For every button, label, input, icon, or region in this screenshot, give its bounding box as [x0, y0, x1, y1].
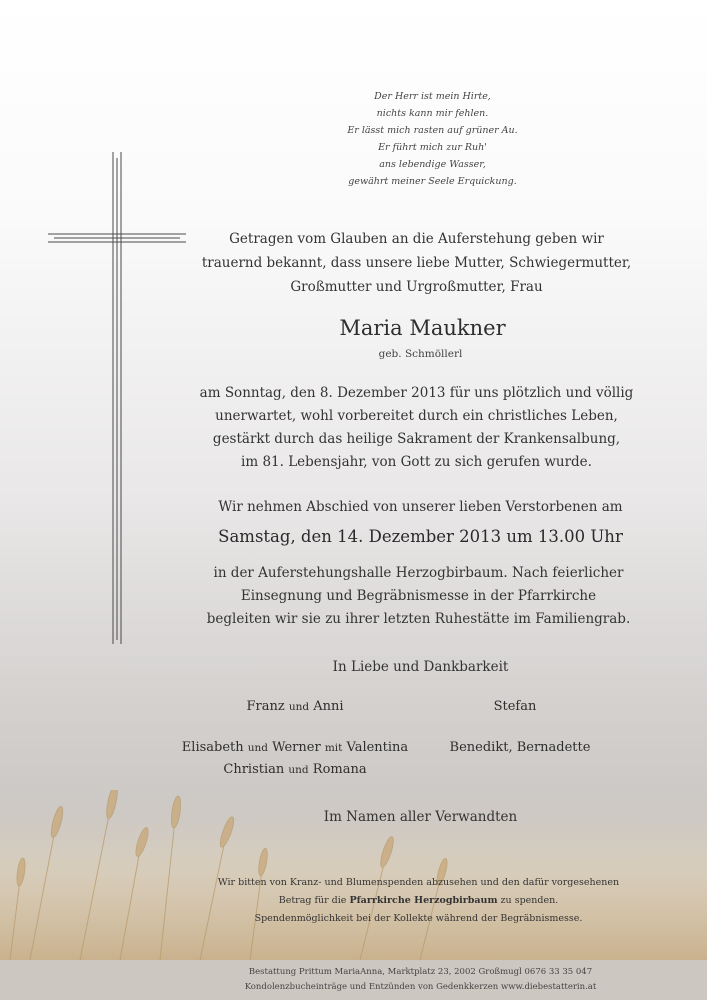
footer-line: Kondolenzbucheinträge und Entzünden von Gedenkkerzen www.diebestatterin.at: [244, 982, 597, 992]
ceremony-details: [65, 562, 707, 631]
parish-church-name: Pfarrkirche Herzogbirbaum: [349, 895, 498, 906]
death-line: gestärkt durch das heilige Sakrament der Krankensalbung,: [212, 431, 621, 447]
footer-line: Bestattung Prittum MariaAnna, Marktplatz 23, 2002 Großmugl 0676 33 35 047: [248, 967, 593, 977]
ceremony-line: begleiten wir sie zu ihrer letzten Ruhestätte im Familiengrab.: [206, 611, 631, 627]
death-line: am Sonntag, den 8. Dezember 2013 für uns plötzlich und völlig: [199, 385, 634, 401]
psalm-line: nichts kann mir fehlen.: [376, 108, 489, 119]
notes-line: Wir bitten von Kranz- und Blumenspenden abzusehen und den dafür vorgesehenen: [217, 877, 620, 888]
ceremony-line: in der Auferstehungshalle Herzogbirbaum. Nach feierlicher: [213, 565, 624, 581]
death-line: im 81. Lebensjahr, von Gott zu sich gerufen wurde.: [241, 454, 592, 470]
intro-line: Großmutter und Urgroßmutter, Frau: [290, 279, 543, 295]
psalm-quote: [79, 88, 707, 190]
announcement-intro: [63, 227, 707, 299]
closing-line: In Liebe und Dankbarkeit: [332, 659, 509, 675]
ceremony-line: Einsegnung und Begräbnismesse in der Pfarrkirche: [240, 588, 597, 604]
death-line: unerwartet, wohl vorbereitet durch ein christliches Leben,: [215, 408, 618, 424]
funeral-date: Samstag, den 14. Dezember 2013 um 13.00 Uhr: [218, 527, 623, 546]
mourner-name: Valentina: [346, 740, 409, 755]
psalm-line: Er führt mich zur Ruh': [378, 142, 487, 153]
mourner-name: Romana: [312, 762, 367, 777]
undertaker-footer: [67, 965, 707, 995]
mourner-elisabeth-werner-valentina: [165, 740, 425, 755]
connector-word: und: [288, 701, 310, 713]
mourner-stefan: Stefan: [493, 699, 537, 714]
maiden-name: geb. Schmöllerl: [378, 348, 463, 360]
relatives-line: Im Namen aller Verwandten: [323, 809, 518, 825]
intro-line: Getragen vom Glauben an die Auferstehung geben wir: [229, 231, 604, 247]
donation-notes: [65, 874, 707, 928]
notes-line: Spendenmöglichkeit bei der Kollekte während der Begräbnismesse.: [254, 913, 583, 924]
mourner-franz-anni: [200, 699, 390, 714]
mourner-christian-romana: [165, 762, 425, 777]
connector-word: mit: [324, 742, 343, 754]
mourner-name: Elisabeth: [181, 740, 244, 755]
connector-word: und: [288, 764, 309, 776]
mourner-name: Franz: [246, 699, 285, 714]
psalm-line: gewährt meiner Seele Erquickung.: [348, 176, 517, 187]
death-notice: [63, 382, 707, 474]
notes-text: Betrag für die: [278, 895, 347, 906]
psalm-line: ans lebendige Wasser,: [379, 159, 486, 170]
notes-line: [65, 892, 707, 910]
mourner-name: Werner: [272, 740, 321, 755]
mourner-name: Christian: [223, 762, 285, 777]
connector-word: und: [247, 742, 269, 754]
intro-line: trauernd bekannt, dass unsere liebe Mutter, Schwiegermutter,: [201, 255, 632, 271]
notes-text: zu spenden.: [500, 895, 559, 906]
deceased-name: Maria Maukner: [339, 316, 506, 340]
mourner-benedikt-bernadette: Benedikt, Bernadette: [449, 740, 591, 755]
psalm-line: Er lässt mich rasten auf grüner Au.: [347, 125, 518, 136]
mourner-name: Anni: [313, 699, 344, 714]
farewell-line: Wir nehmen Abschied von unserer lieben Verstorbenen am: [218, 499, 623, 515]
psalm-line: Der Herr ist mein Hirte,: [374, 91, 491, 102]
